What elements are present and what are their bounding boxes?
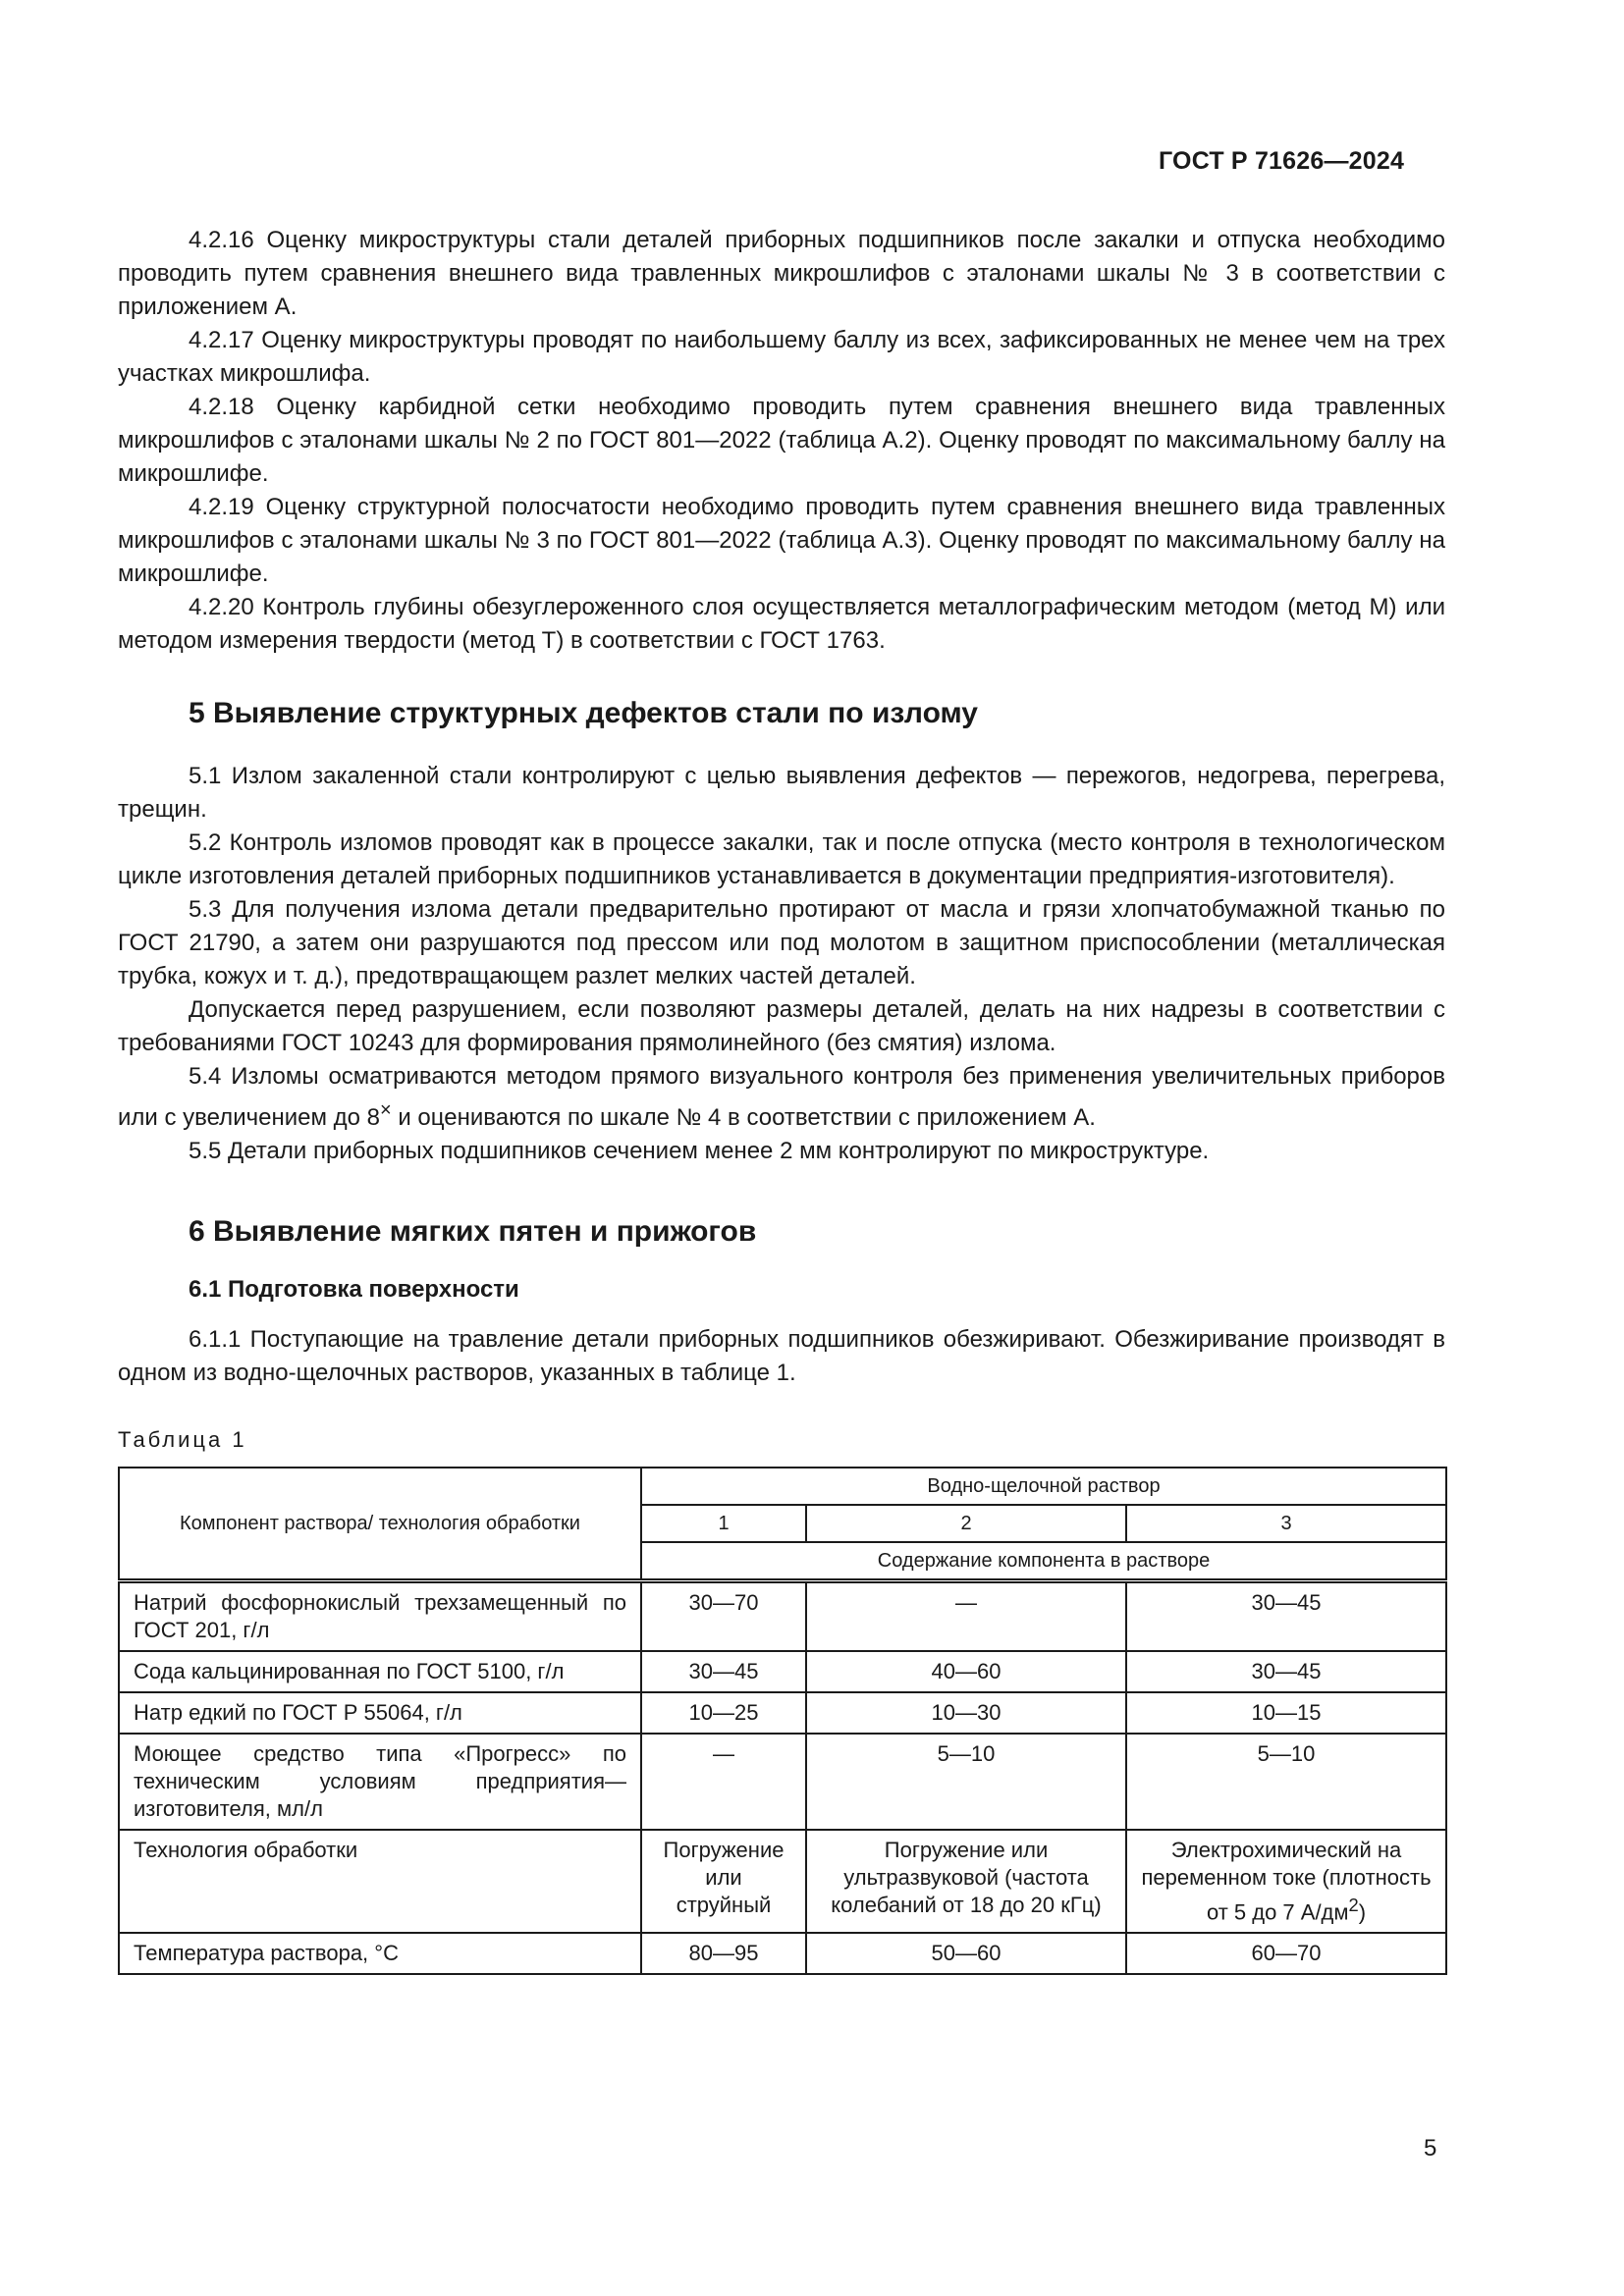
paragraph-5-5: 5.5 Детали приборных подшипников сечением менее 2 мм контролируют по микроструктуре. bbox=[189, 1138, 1210, 1164]
row-value-text-end: ) bbox=[1358, 1899, 1367, 1925]
table-row-technology bbox=[119, 1830, 1446, 1933]
row-value: 60—70 bbox=[1126, 1933, 1446, 1974]
row-label: Натр едкий по ГОСТ Р 55064, г/л bbox=[119, 1692, 641, 1734]
paragraph-4-2-19: 4.2.19 Оценку структурной полосчатости необходимо проводить путем сравнения внешнего вида травленных микрошлифов с эталонами шкалы № 3 по ГОСТ 801—2022 (таблица А.3). Оценку проводят по максимальному баллу на микрошлифе. bbox=[118, 494, 1445, 587]
paragraph-4-2-18: 4.2.18 Оценку карбидной сетки необходимо проводить путем сравнения внешнего вида травленных микрошлифов с эталонами шкалы № 2 по ГОСТ 801—2022 (таблица А.2). Оценку проводят по максимальному баллу на микрошлифе. bbox=[118, 394, 1445, 487]
table-row bbox=[119, 1651, 1446, 1692]
paragraph-5-1: 5.1 Излом закаленной стали контролируют с целью выявления дефектов — пережогов, недогрева, перегрева, трещин. bbox=[118, 763, 1445, 823]
table-1 bbox=[118, 1467, 1447, 1975]
section-5-heading: 5 Выявление структурных дефектов стали по излому bbox=[189, 697, 978, 729]
paragraph-5-4 bbox=[118, 1060, 1445, 1135]
header-content: Содержание компонента в растворе bbox=[641, 1542, 1446, 1581]
header-component: Компонент раствора/ технология обработки bbox=[119, 1468, 641, 1581]
header-group: Водно-щелочной раствор bbox=[641, 1468, 1446, 1505]
row-value: — bbox=[641, 1734, 806, 1830]
section-6-heading: 6 Выявление мягких пятен и прижогов bbox=[189, 1215, 757, 1248]
paragraph-5-3-note: Допускается перед разрушением, если позволяют размеры деталей, делать на них надрезы в соответствии с требованиями ГОСТ 10243 для формирования прямолинейного (без смятия) излома. bbox=[118, 996, 1445, 1056]
paragraph-4-2-16: 4.2.16 Оценку микроструктуры стали деталей приборных подшипников после закалки и отпуска необходимо проводить путем сравнения внешнего вида травленных микрошлифов с эталонами шкалы № 3 в соответствии с приложением А. bbox=[118, 227, 1445, 320]
table-row bbox=[119, 1692, 1446, 1734]
table-caption: Таблица 1 bbox=[118, 1427, 247, 1452]
row-value: — bbox=[806, 1581, 1126, 1652]
magnification-sup: × bbox=[380, 1099, 392, 1121]
header-col-2: 2 bbox=[806, 1505, 1126, 1542]
row-value: 50—60 bbox=[806, 1933, 1126, 1974]
row-label: Технология обработки bbox=[119, 1830, 641, 1933]
row-value: 30—70 bbox=[641, 1581, 806, 1652]
row-value: 30—45 bbox=[641, 1651, 806, 1692]
row-value: Погружение или струйный bbox=[641, 1830, 806, 1933]
table-row-temperature bbox=[119, 1933, 1446, 1974]
row-value: 30—45 bbox=[1126, 1651, 1446, 1692]
row-value bbox=[1126, 1830, 1446, 1933]
row-label: Сода кальцинированная по ГОСТ 5100, г/л bbox=[119, 1651, 641, 1692]
paragraph-5-4-text-end: и оцениваются по шкале № 4 в соответствии с приложением А. bbox=[391, 1104, 1096, 1131]
subsection-6-1-heading: 6.1 Подготовка поверхности bbox=[189, 1276, 519, 1303]
page-number: 5 bbox=[1424, 2135, 1437, 2162]
row-label: Моющее средство типа «Прогресс» по техническим условиям предприятия— изготовителя, мл/л bbox=[119, 1734, 641, 1830]
row-value: 40—60 bbox=[806, 1651, 1126, 1692]
paragraph-6-1-1: 6.1.1 Поступающие на травление детали приборных подшипников обезжиривают. Обезжиривание производят в одном из водно-щелочных растворов, указанных в таблице 1. bbox=[118, 1326, 1445, 1386]
row-label: Натрий фосфорнокислый трехзамещенный по ГОСТ 201, г/л bbox=[119, 1581, 641, 1652]
row-value: 10—30 bbox=[806, 1692, 1126, 1734]
row-value: 5—10 bbox=[1126, 1734, 1446, 1830]
paragraph-5-4-text: 5.4 Изломы осматриваются методом прямого визуального контроля без применения увеличительных приборов или с увеличением до 8 bbox=[118, 1063, 1445, 1131]
row-value: 5—10 bbox=[806, 1734, 1126, 1830]
table-row bbox=[119, 1734, 1446, 1830]
row-value: 10—25 bbox=[641, 1692, 806, 1734]
row-value: Погружение или ультразвуковой (частота колебаний от 18 до 20 кГц) bbox=[806, 1830, 1126, 1933]
header-col-1: 1 bbox=[641, 1505, 806, 1542]
paragraph-5-2: 5.2 Контроль изломов проводят как в процессе закалки, так и после отпуска (место контроля в технологическом цикле изготовления деталей приборных подшипников устанавливается в документации предприятия-изготовителя). bbox=[118, 829, 1445, 889]
table-row bbox=[119, 1581, 1446, 1652]
row-value: 80—95 bbox=[641, 1933, 806, 1974]
table-header-row-1 bbox=[119, 1468, 1446, 1505]
power-sup: 2 bbox=[1348, 1895, 1359, 1915]
row-label: Температура раствора, °С bbox=[119, 1933, 641, 1974]
header-col-3: 3 bbox=[1126, 1505, 1446, 1542]
paragraph-4-2-17: 4.2.17 Оценку микроструктуры проводят по наибольшему баллу из всех, зафиксированных не менее чем на трех участках микрошлифа. bbox=[118, 327, 1445, 387]
row-value-text: Электрохимический на переменном токе (плотность от 5 до 7 А/дм bbox=[1141, 1838, 1432, 1925]
paragraph-4-2-20: 4.2.20 Контроль глубины обезуглероженного слоя осуществляется металлографическим методом (метод М) или методом измерения твердости (метод Т) в соответствии с ГОСТ 1763. bbox=[118, 594, 1445, 654]
row-value: 10—15 bbox=[1126, 1692, 1446, 1734]
doc-code: ГОСТ Р 71626—2024 bbox=[1159, 147, 1405, 175]
body-text bbox=[118, 224, 1445, 1975]
row-value: 30—45 bbox=[1126, 1581, 1446, 1652]
paragraph-5-3: 5.3 Для получения излома детали предварительно протирают от масла и грязи хлопчатобумажной тканью по ГОСТ 21790, а затем они разрушаются под прессом или под молотом в защитном приспособлении (металлическая трубка, кожух и т. д.), предотвращающем разлет мелких частей деталей. bbox=[118, 896, 1445, 989]
